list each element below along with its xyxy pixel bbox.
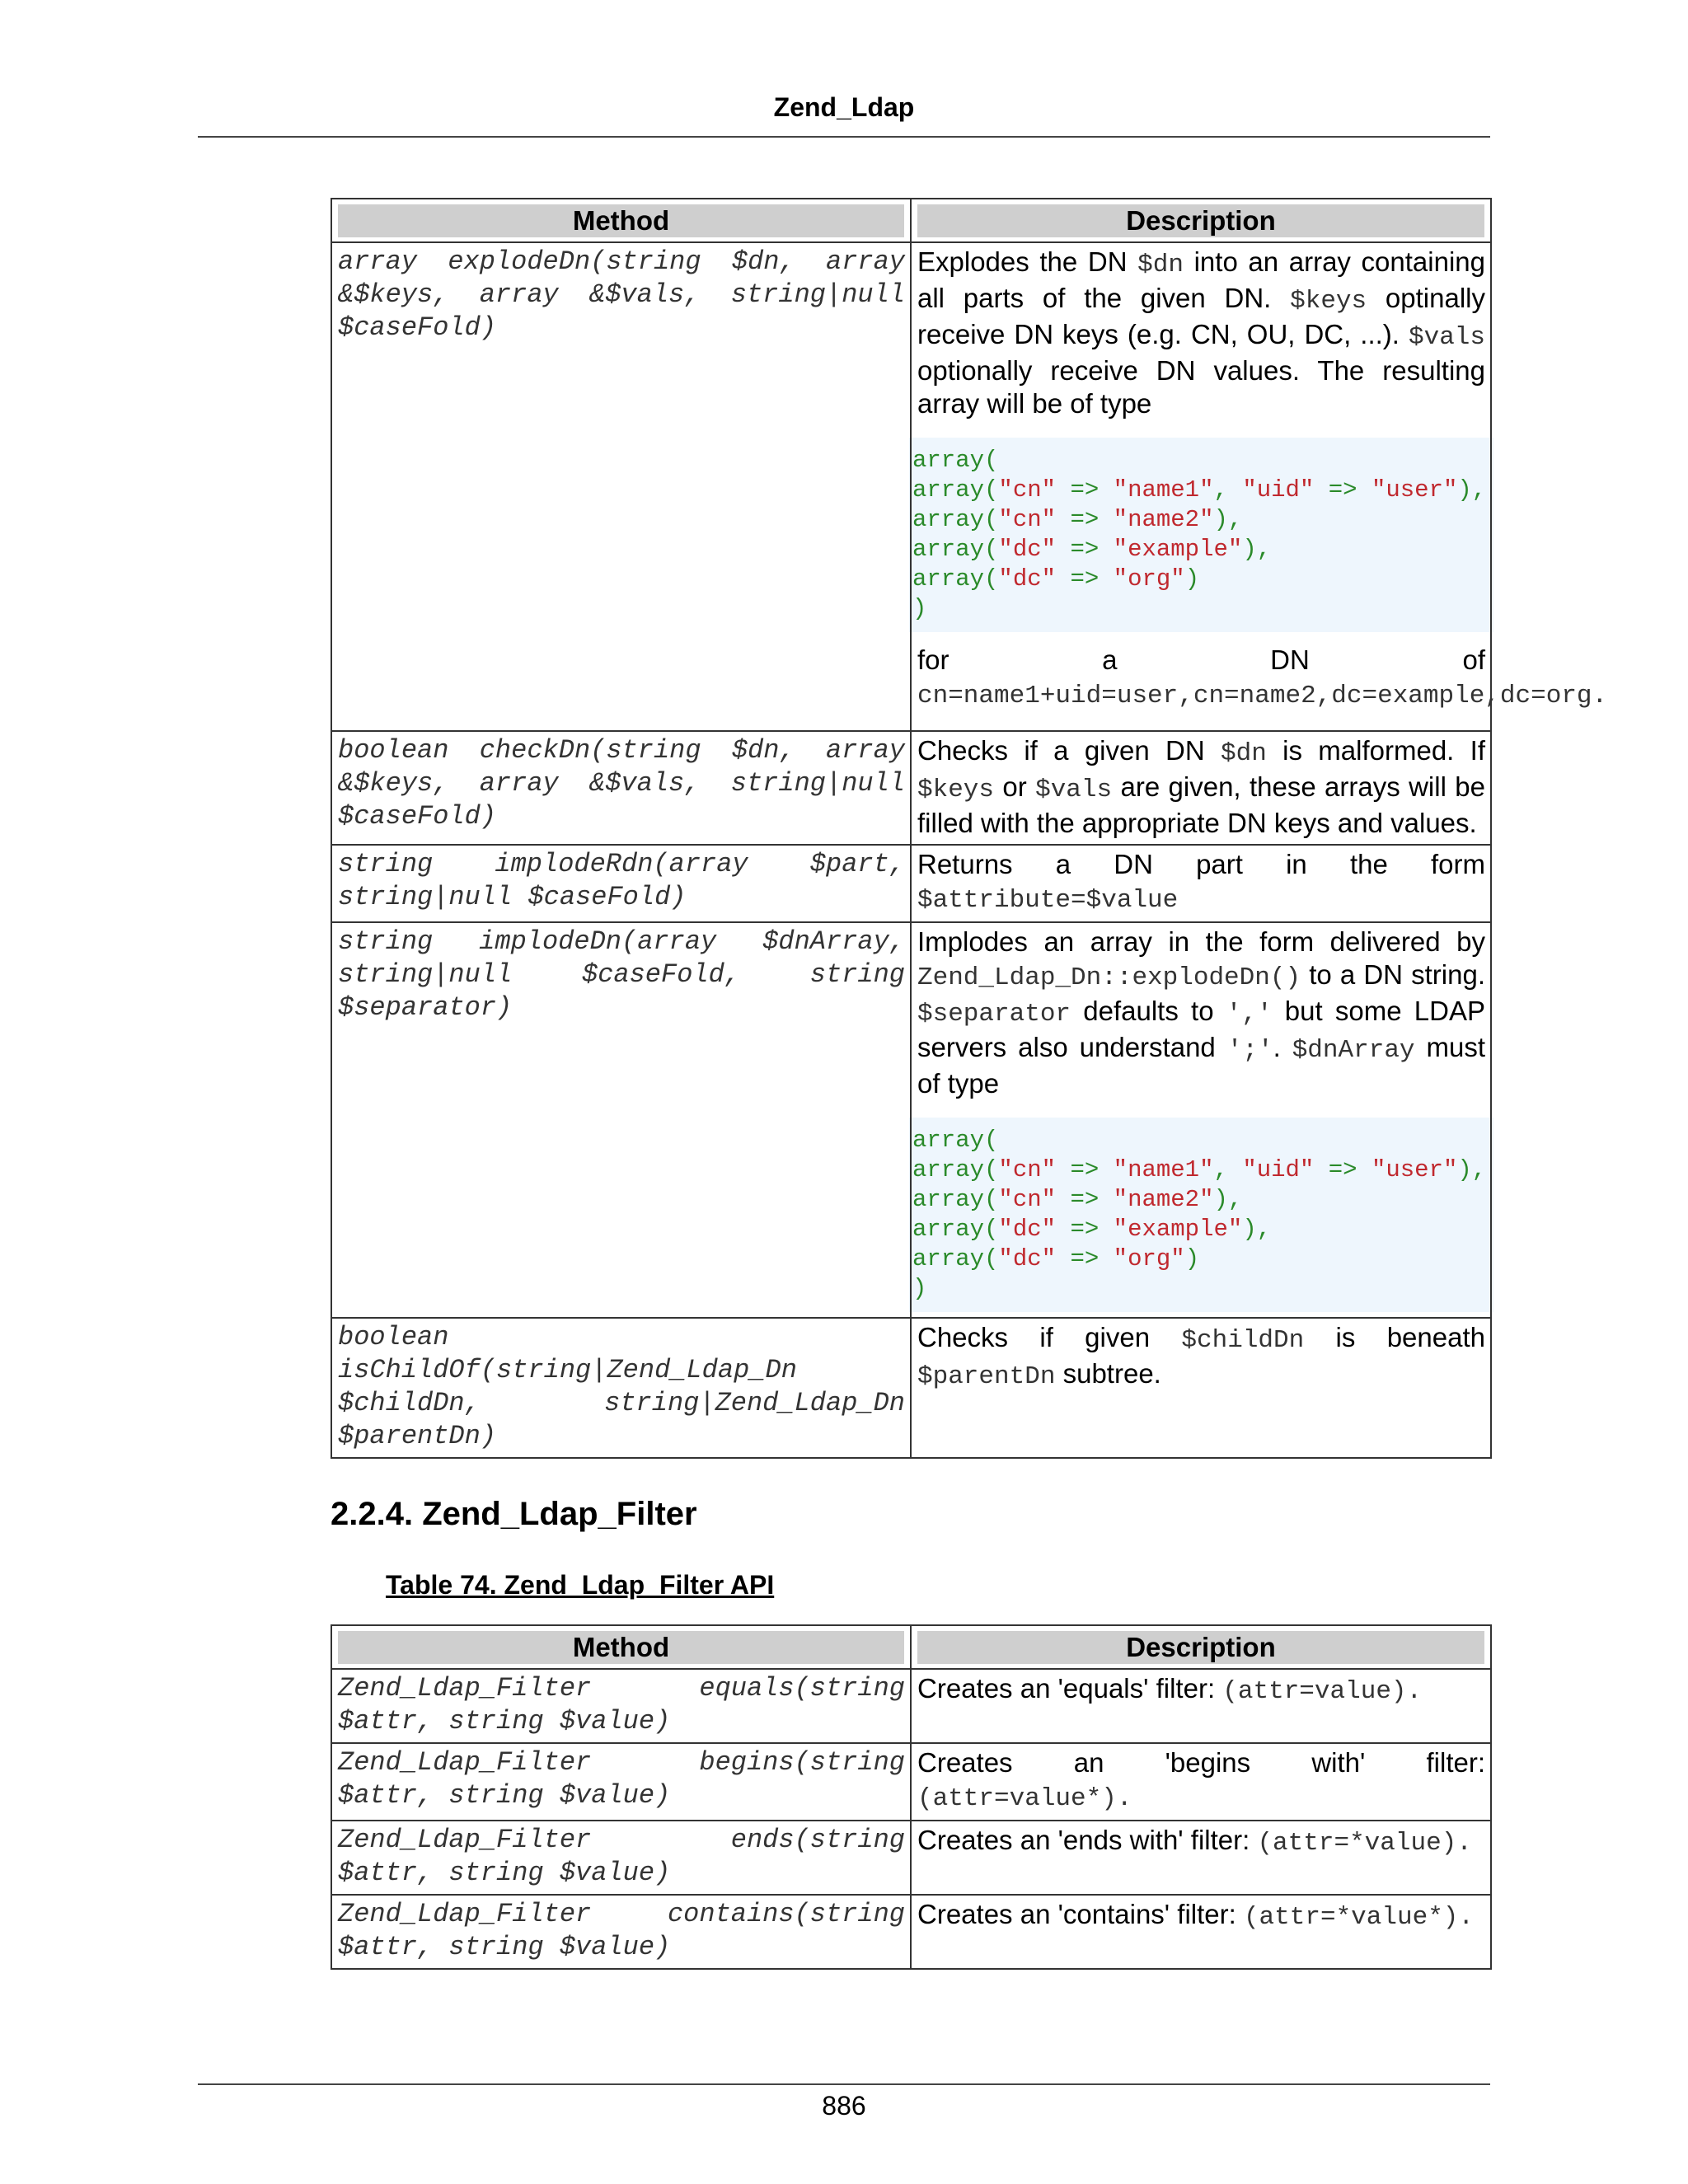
description-text: Checks if a given DN $dn is malformed. If $keys or $vals are given, these arrays will be filled with the appropriate DN keys and values.: [917, 735, 1485, 838]
description-text: Checks if given $childDn is beneath $parentDn subtree.: [917, 1322, 1485, 1391]
code-line: array("dc" => "org"): [912, 1245, 1200, 1272]
method-cell: [331, 1318, 911, 1458]
description-cell: [911, 1743, 1491, 1821]
code-line: array("dc" => "example"),: [912, 1216, 1272, 1243]
description-cell: [911, 922, 1491, 1318]
table-row: [331, 242, 1491, 731]
footer-rule: [198, 2083, 1490, 2085]
table-row: [331, 1821, 1491, 1895]
header-rule: [198, 136, 1490, 138]
code-line: array("dc" => "example"),: [912, 536, 1272, 563]
description-cell: [911, 1821, 1491, 1895]
method-signature: string implodeDn(array $dnArray, string|null $caseFold, string $separator): [338, 926, 905, 1023]
method-signature: boolean isChildOf(string|Zend_Ldap_Dn $childDn, string|Zend_Ldap_Dn $parentDn): [338, 1322, 905, 1451]
description-text: Implodes an array in the form delivered by Zend_Ldap_Dn::explodeDn() to a DN string. $separator defaults to ',' but some LDAP servers also understand ';'. $dnArray must of type: [917, 926, 1486, 1099]
description-outro: for a DN of cn=name1+uid=user,cn=name2,dc=example,dc=org.: [917, 644, 1608, 710]
method-signature: array explodeDn(string $dn, array &$keys, array &$vals, string|null $caseFold): [338, 246, 905, 343]
table-caption: Table 74. Zend_Ldap_Filter API: [386, 1570, 775, 1600]
description-cell: [911, 1895, 1491, 1969]
method-signature: Zend_Ldap_Filter begins(string $attr, string $value): [338, 1747, 905, 1811]
method-signature: Zend_Ldap_Filter contains(string $attr, string $value): [338, 1899, 905, 1962]
method-cell: [331, 845, 911, 922]
table-row: [331, 922, 1491, 1318]
description-cell: [911, 1318, 1491, 1458]
method-signature: Zend_Ldap_Filter equals(string $attr, string $value): [338, 1673, 905, 1736]
description-cell: [911, 845, 1491, 922]
table-header-row: [331, 199, 1491, 242]
table-row: [331, 845, 1491, 922]
method-cell: [331, 922, 911, 1318]
method-cell: [331, 1821, 911, 1895]
method-cell: [331, 731, 911, 845]
method-cell: [331, 1743, 911, 1821]
description-text: Creates an 'begins with' filter: (attr=value*).: [917, 1747, 1485, 1813]
method-signature: Zend_Ldap_Filter ends(string $attr, string $value): [338, 1825, 905, 1888]
code-example: array( array("cn" => "name1", "uid" => "user"), array("cn" => "name2"), array("dc" => "example"), array("dc" => "org") ): [909, 438, 1493, 632]
header-description: Description: [911, 1625, 1491, 1669]
page-header: Zend_Ldap: [773, 92, 915, 122]
description-text: Creates an 'contains' filter: (attr=*value*).: [917, 1899, 1474, 1932]
description-cell: [911, 1669, 1491, 1743]
description-cell: [911, 242, 1608, 731]
description-text: Creates an 'equals' filter: (attr=value).: [917, 1673, 1423, 1706]
zend-ldap-dn-api-table: [331, 198, 1608, 1459]
code-example: array( array("cn" => "name1", "uid" => "user"), array("cn" => "name2"), array("dc" => "example"), array("dc" => "org") ): [909, 1118, 1493, 1312]
description-text: Returns a DN part in the form $attribute=$value: [917, 849, 1485, 915]
code-line: array("cn" => "name2"),: [912, 1186, 1243, 1213]
method-signature: boolean checkDn(string $dn, array &$keys, array &$vals, string|null $caseFold): [338, 735, 905, 832]
table-row: [331, 1743, 1491, 1821]
header-method: Method: [331, 1625, 911, 1669]
method-cell: [331, 1669, 911, 1743]
table-row: [331, 1895, 1491, 1969]
method-cell: [331, 1895, 911, 1969]
description-text: Creates an 'ends with' filter: (attr=*value).: [917, 1825, 1472, 1858]
code-line: array("cn" => "name1", "uid" => "user"),: [912, 1156, 1487, 1183]
page-number: 886: [822, 2091, 866, 2121]
header-description: Description: [911, 199, 1491, 242]
code-line: array("dc" => "org"): [912, 565, 1200, 593]
table-row: [331, 731, 1491, 845]
description-cell: [911, 731, 1491, 845]
code-line: array("cn" => "name2"),: [912, 506, 1243, 533]
zend-ldap-filter-api-table: [331, 1624, 1492, 1970]
header-method: Method: [331, 199, 911, 242]
description-text: Explodes the DN $dn into an array containing all parts of the given DN. $keys optinally receive DN keys (e.g. CN, OU, DC, ...). $vals optionally receive DN values. The resulting array will be of type: [917, 246, 1485, 419]
method-signature: string implodeRdn(array $part, string|null $caseFold): [338, 849, 905, 912]
table-row: [331, 1669, 1491, 1743]
code-line: array("cn" => "name1", "uid" => "user"),: [912, 476, 1487, 504]
table-header-row: [331, 1625, 1491, 1669]
section-title: 2.2.4. Zend_Ldap_Filter: [331, 1496, 697, 1532]
table-row: [331, 1318, 1491, 1458]
method-cell: [331, 242, 911, 731]
